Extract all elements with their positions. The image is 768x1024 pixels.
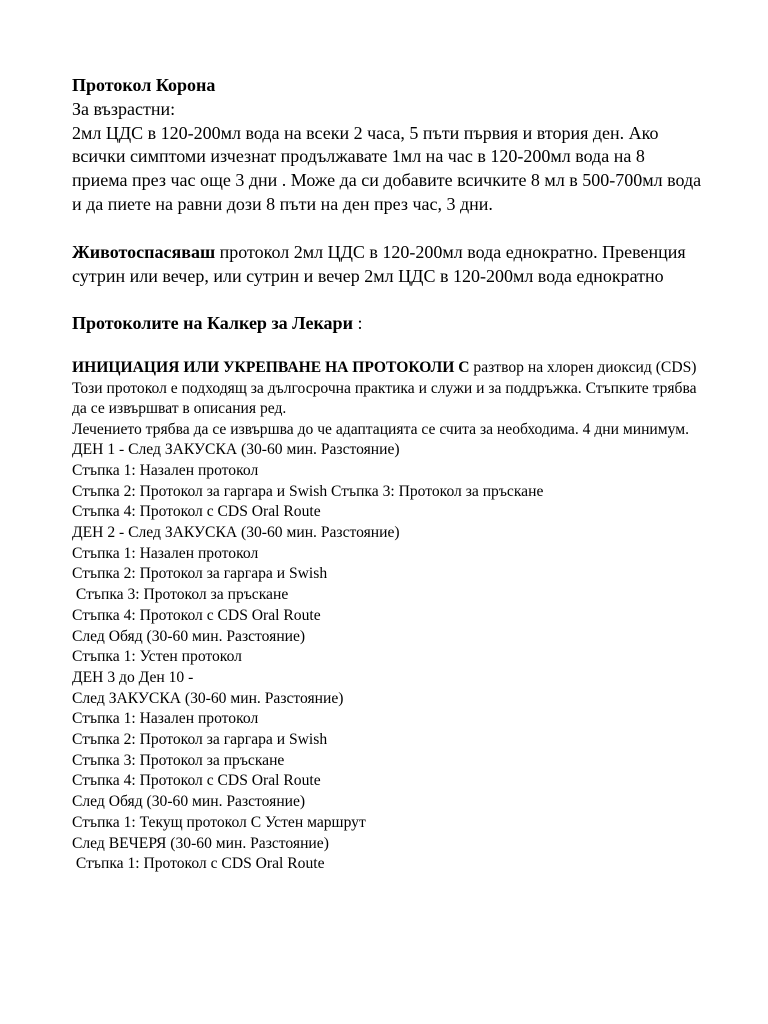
protocol-step-line: След Обяд (30-60 мин. Разстояние) <box>72 793 306 811</box>
document-page <box>72 74 702 875</box>
covid-protocol-title: Протокол Корона <box>72 75 216 95</box>
protocol-step-line: След Обяд (30-60 мин. Разстояние) <box>72 627 306 645</box>
protocol-step-line: ДЕН 1 - След ЗАКУСКА (30-60 мин. Разстояние) <box>72 441 400 459</box>
protocol-step-line: Стъпка 1: Устен протокол <box>72 648 242 666</box>
protocol-step-line: Стъпка 4: Протокол с CDS Oral Route <box>72 606 321 624</box>
initiation-protocol-section <box>72 358 702 875</box>
doctors-protocols-heading: Протоколите на Калкер за Лекари : <box>72 313 363 334</box>
protocol-step-line: Стъпка 4: Протокол с CDS Oral Route <box>72 503 321 521</box>
adults-label: За възрастни: <box>72 98 176 119</box>
covid-protocol-section <box>72 74 702 217</box>
protocol-step-line: Стъпка 3: Протокол за пръскане <box>72 586 289 604</box>
protocol-step-line: Стъпка 2: Протокол за гаргара и Swish Стъпка 3: Протокол за пръскане <box>72 482 544 500</box>
lifesaving-protocol-label: Животоспасяваш <box>72 241 216 262</box>
protocol-step-line: Стъпка 2: Протокол за гаргара и Swish <box>72 731 328 749</box>
doctors-protocols-title: Протоколите на Калкер за Лекари <box>72 313 353 334</box>
lifesaving-protocol-text: протокол 2мл ЦДС в 120-200мл вода еднократно. Превенция сутрин или вечер, или сутрин и вечер 2мл ЦДС в 120-200мл вода еднократно <box>72 241 686 286</box>
lifesaving-protocol-section <box>72 241 702 289</box>
protocol-step-line: Стъпка 1: Протокол с CDS Oral Route <box>72 855 325 873</box>
covid-protocol-body: 2мл ЦДС в 120-200мл вода на всеки 2 часа, 5 пъти първия и втория ден. Ако всички симптоми изчезнат продължавате 1мл на час в 120-200мл вода на 8 приема през час още 3 дни . Може да си добавите всичките 8 мл в 500-700мл вода и да пиете на равни дози 8 пъти на ден през час, 3 дни. <box>72 122 702 214</box>
doctors-protocols-section <box>72 312 702 336</box>
protocol-step-line: ДЕН 2 - След ЗАКУСКА (30-60 мин. Разстояние) <box>72 523 400 541</box>
protocol-step-line: Стъпка 1: Назален протокол <box>72 544 259 562</box>
protocol-step-line: Стъпка 1: Назален протокол <box>72 461 259 479</box>
protocol-step-line: Стъпка 2: Протокол за гаргара и Swish <box>72 565 328 583</box>
protocol-steps-list <box>72 440 702 875</box>
lifesaving-protocol-paragraph <box>72 241 702 289</box>
treatment-note: Лечението трябва да се извършва до че адаптацията се счита за необходима. 4 дни минимум. <box>72 420 689 438</box>
protocol-step-line: След ЗАКУСКА (30-60 мин. Разстояние) <box>72 689 344 707</box>
protocol-step-line: Стъпка 1: Назален протокол <box>72 710 259 728</box>
protocol-step-line: Стъпка 3: Протокол за пръскане <box>72 751 285 769</box>
protocol-step-line: Стъпка 4: Протокол с CDS Oral Route <box>72 772 321 790</box>
initiation-description: разтвор на хлорен диоксид (CDS) Този протокол е подходящ за дългосрочна практика и служи и за поддръжка. Стъпките трябва да се извършват в описания ред. <box>72 359 697 418</box>
initiation-heading: ИНИЦИАЦИЯ ИЛИ УКРЕПВАНЕ НА ПРОТОКОЛИ С <box>72 359 470 377</box>
protocol-step-line: Стъпка 1: Текущ протокол С Устен маршрут <box>72 813 366 831</box>
initiation-intro <box>72 358 702 420</box>
protocol-step-line: ДЕН 3 до Ден 10 - <box>72 668 194 686</box>
protocol-step-line: След ВЕЧЕРЯ (30-60 мин. Разстояние) <box>72 834 329 852</box>
